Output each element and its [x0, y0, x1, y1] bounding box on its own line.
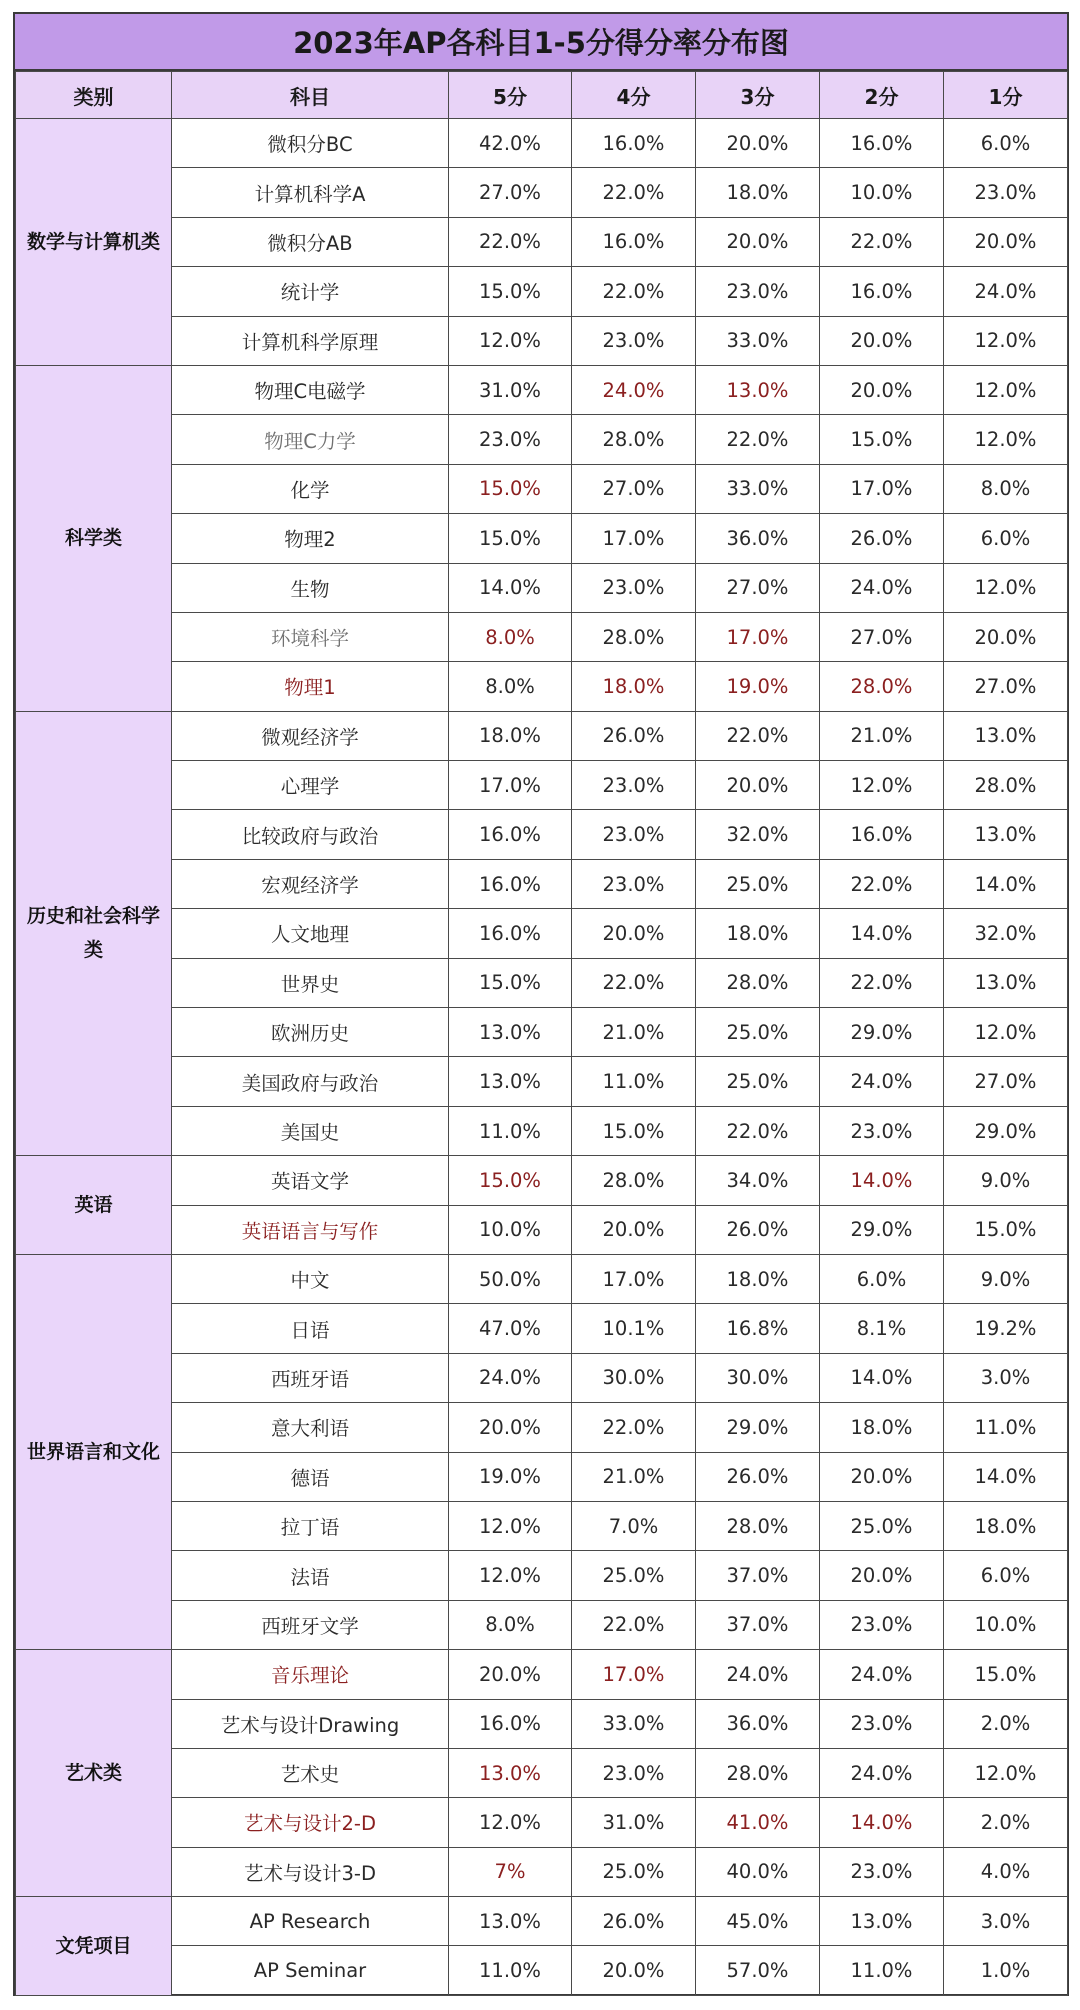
score-4-cell: 22.0% [572, 267, 696, 316]
score-4-cell: 28.0% [572, 612, 696, 661]
score-5-cell: 8.0% [449, 612, 572, 661]
score-1-cell: 29.0% [944, 1106, 1068, 1155]
score-1-cell: 12.0% [944, 1748, 1068, 1797]
score-3-cell: 18.0% [696, 168, 820, 217]
category-cell: 英语 [16, 1156, 172, 1255]
score-2-cell: 20.0% [820, 1551, 944, 1600]
score-2-cell: 23.0% [820, 1600, 944, 1649]
score-4-cell: 23.0% [572, 859, 696, 908]
subject-cell: 中文 [172, 1254, 449, 1303]
table-row [16, 316, 1068, 365]
subject-cell: 美国史 [172, 1106, 449, 1155]
table-row [16, 1600, 1068, 1649]
score-2-cell: 23.0% [820, 1699, 944, 1748]
score-5-cell: 15.0% [449, 514, 572, 563]
subject-cell: 美国政府与政治 [172, 1057, 449, 1106]
score-5-cell: 13.0% [449, 1897, 572, 1946]
score-3-cell: 16.8% [696, 1304, 820, 1353]
score-table-sheet [13, 12, 1069, 1996]
score-5-cell: 13.0% [449, 1748, 572, 1797]
score-4-cell: 33.0% [572, 1699, 696, 1748]
subject-cell: AP Seminar [172, 1946, 449, 1995]
score-3-cell: 32.0% [696, 810, 820, 859]
subject-cell: 物理1 [172, 662, 449, 711]
score-5-cell: 47.0% [449, 1304, 572, 1353]
subject-cell: 西班牙语 [172, 1353, 449, 1402]
score-3-cell: 22.0% [696, 1106, 820, 1155]
score-3-cell: 28.0% [696, 958, 820, 1007]
score-4-cell: 22.0% [572, 958, 696, 1007]
table-row [16, 1699, 1068, 1748]
score-2-cell: 27.0% [820, 612, 944, 661]
score-4-cell: 21.0% [572, 1008, 696, 1057]
score-1-cell: 13.0% [944, 810, 1068, 859]
table-row [16, 1106, 1068, 1155]
subject-cell: 微观经济学 [172, 711, 449, 760]
table-row [16, 761, 1068, 810]
score-5-cell: 24.0% [449, 1353, 572, 1402]
subject-cell: 心理学 [172, 761, 449, 810]
subject-cell: 欧洲历史 [172, 1008, 449, 1057]
table-row [16, 365, 1068, 414]
header-score-1: 1分 [944, 72, 1068, 119]
header-subject: 科目 [172, 72, 449, 119]
score-2-cell: 18.0% [820, 1403, 944, 1452]
score-5-cell: 16.0% [449, 810, 572, 859]
table-row [16, 662, 1068, 711]
table-row [16, 1008, 1068, 1057]
score-3-cell: 29.0% [696, 1403, 820, 1452]
score-1-cell: 6.0% [944, 514, 1068, 563]
score-4-cell: 22.0% [572, 1403, 696, 1452]
subject-cell: 艺术史 [172, 1748, 449, 1797]
subject-cell: 音乐理论 [172, 1650, 449, 1699]
score-5-cell: 16.0% [449, 859, 572, 908]
score-4-cell: 25.0% [572, 1847, 696, 1896]
score-1-cell: 27.0% [944, 662, 1068, 711]
score-2-cell: 24.0% [820, 563, 944, 612]
score-4-cell: 27.0% [572, 464, 696, 513]
score-5-cell: 42.0% [449, 119, 572, 168]
score-3-cell: 34.0% [696, 1156, 820, 1205]
score-5-cell: 8.0% [449, 1600, 572, 1649]
table-row [16, 1353, 1068, 1402]
table-row [16, 1501, 1068, 1550]
score-1-cell: 3.0% [944, 1353, 1068, 1402]
score-2-cell: 12.0% [820, 761, 944, 810]
header-score-2: 2分 [820, 72, 944, 119]
score-2-cell: 20.0% [820, 365, 944, 414]
score-2-cell: 16.0% [820, 267, 944, 316]
subject-cell: 统计学 [172, 267, 449, 316]
table-row [16, 1748, 1068, 1797]
subject-cell: 拉丁语 [172, 1501, 449, 1550]
subject-cell: 德语 [172, 1452, 449, 1501]
score-5-cell: 14.0% [449, 563, 572, 612]
score-3-cell: 20.0% [696, 761, 820, 810]
score-2-cell: 22.0% [820, 859, 944, 908]
category-cell: 世界语言和文化 [16, 1254, 172, 1649]
score-1-cell: 27.0% [944, 1057, 1068, 1106]
subject-cell: 英语语言与写作 [172, 1205, 449, 1254]
score-4-cell: 23.0% [572, 563, 696, 612]
subject-cell: 计算机科学原理 [172, 316, 449, 365]
score-1-cell: 14.0% [944, 859, 1068, 908]
score-3-cell: 57.0% [696, 1946, 820, 1995]
score-2-cell: 28.0% [820, 662, 944, 711]
score-5-cell: 13.0% [449, 1008, 572, 1057]
score-1-cell: 6.0% [944, 1551, 1068, 1600]
table-row [16, 1057, 1068, 1106]
score-1-cell: 8.0% [944, 464, 1068, 513]
score-5-cell: 20.0% [449, 1650, 572, 1699]
score-5-cell: 18.0% [449, 711, 572, 760]
subject-cell: 微积分BC [172, 119, 449, 168]
score-2-cell: 25.0% [820, 1501, 944, 1550]
score-3-cell: 18.0% [696, 1254, 820, 1303]
header-score-5: 5分 [449, 72, 572, 119]
score-1-cell: 10.0% [944, 1600, 1068, 1649]
score-2-cell: 10.0% [820, 168, 944, 217]
score-1-cell: 1.0% [944, 1946, 1068, 1995]
score-3-cell: 20.0% [696, 217, 820, 266]
score-4-cell: 7.0% [572, 1501, 696, 1550]
subject-cell: 比较政府与政治 [172, 810, 449, 859]
score-3-cell: 20.0% [696, 119, 820, 168]
score-1-cell: 9.0% [944, 1254, 1068, 1303]
score-4-cell: 20.0% [572, 1205, 696, 1254]
score-3-cell: 17.0% [696, 612, 820, 661]
score-5-cell: 50.0% [449, 1254, 572, 1303]
score-1-cell: 23.0% [944, 168, 1068, 217]
table-row [16, 168, 1068, 217]
score-2-cell: 21.0% [820, 711, 944, 760]
score-3-cell: 24.0% [696, 1650, 820, 1699]
score-3-cell: 23.0% [696, 267, 820, 316]
score-4-cell: 18.0% [572, 662, 696, 711]
subject-cell: 物理C电磁学 [172, 365, 449, 414]
score-3-cell: 18.0% [696, 909, 820, 958]
score-2-cell: 16.0% [820, 119, 944, 168]
table-row [16, 1254, 1068, 1303]
score-5-cell: 17.0% [449, 761, 572, 810]
header-score-4: 4分 [572, 72, 696, 119]
score-5-cell: 23.0% [449, 415, 572, 464]
score-4-cell: 31.0% [572, 1798, 696, 1847]
score-4-cell: 28.0% [572, 415, 696, 464]
subject-cell: AP Research [172, 1897, 449, 1946]
score-5-cell: 15.0% [449, 267, 572, 316]
score-3-cell: 37.0% [696, 1551, 820, 1600]
score-3-cell: 40.0% [696, 1847, 820, 1896]
score-3-cell: 26.0% [696, 1452, 820, 1501]
table-row [16, 1946, 1068, 1995]
table-row [16, 563, 1068, 612]
score-2-cell: 6.0% [820, 1254, 944, 1303]
score-3-cell: 30.0% [696, 1353, 820, 1402]
subject-cell: 艺术与设计2-D [172, 1798, 449, 1847]
score-2-cell: 11.0% [820, 1946, 944, 1995]
table-body [16, 119, 1068, 1996]
score-2-cell: 13.0% [820, 1897, 944, 1946]
score-1-cell: 2.0% [944, 1798, 1068, 1847]
score-5-cell: 12.0% [449, 1501, 572, 1550]
score-3-cell: 36.0% [696, 1699, 820, 1748]
score-2-cell: 23.0% [820, 1847, 944, 1896]
subject-cell: 环境科学 [172, 612, 449, 661]
table-row [16, 810, 1068, 859]
score-1-cell: 28.0% [944, 761, 1068, 810]
score-4-cell: 25.0% [572, 1551, 696, 1600]
score-4-cell: 17.0% [572, 514, 696, 563]
score-4-cell: 23.0% [572, 1748, 696, 1797]
subject-cell: 日语 [172, 1304, 449, 1353]
score-2-cell: 20.0% [820, 1452, 944, 1501]
score-4-cell: 28.0% [572, 1156, 696, 1205]
score-2-cell: 20.0% [820, 316, 944, 365]
score-2-cell: 24.0% [820, 1650, 944, 1699]
score-3-cell: 27.0% [696, 563, 820, 612]
score-5-cell: 16.0% [449, 1699, 572, 1748]
score-1-cell: 12.0% [944, 415, 1068, 464]
score-3-cell: 33.0% [696, 316, 820, 365]
score-2-cell: 15.0% [820, 415, 944, 464]
score-3-cell: 13.0% [696, 365, 820, 414]
score-1-cell: 18.0% [944, 1501, 1068, 1550]
table-row [16, 1403, 1068, 1452]
table-row [16, 415, 1068, 464]
score-4-cell: 26.0% [572, 711, 696, 760]
score-1-cell: 19.2% [944, 1304, 1068, 1353]
subject-cell: 艺术与设计3-D [172, 1847, 449, 1896]
score-4-cell: 16.0% [572, 119, 696, 168]
table-row [16, 1205, 1068, 1254]
score-5-cell: 20.0% [449, 1403, 572, 1452]
score-3-cell: 22.0% [696, 711, 820, 760]
subject-cell: 化学 [172, 464, 449, 513]
category-cell: 历史和社会科学类 [16, 711, 172, 1156]
score-5-cell: 13.0% [449, 1057, 572, 1106]
score-4-cell: 16.0% [572, 217, 696, 266]
header-category: 类别 [16, 72, 172, 119]
score-1-cell: 20.0% [944, 612, 1068, 661]
score-2-cell: 26.0% [820, 514, 944, 563]
score-5-cell: 7% [449, 1847, 572, 1896]
score-1-cell: 13.0% [944, 958, 1068, 1007]
table-row [16, 1847, 1068, 1896]
subject-cell: 艺术与设计Drawing [172, 1699, 449, 1748]
category-cell: 数学与计算机类 [16, 119, 172, 366]
score-5-cell: 11.0% [449, 1946, 572, 1995]
score-3-cell: 22.0% [696, 415, 820, 464]
score-1-cell: 15.0% [944, 1650, 1068, 1699]
score-3-cell: 28.0% [696, 1748, 820, 1797]
score-1-cell: 2.0% [944, 1699, 1068, 1748]
table-row [16, 859, 1068, 908]
score-4-cell: 30.0% [572, 1353, 696, 1402]
score-2-cell: 17.0% [820, 464, 944, 513]
score-4-cell: 20.0% [572, 909, 696, 958]
score-1-cell: 12.0% [944, 365, 1068, 414]
score-2-cell: 14.0% [820, 1156, 944, 1205]
subject-cell: 物理2 [172, 514, 449, 563]
table-row [16, 1156, 1068, 1205]
score-2-cell: 22.0% [820, 958, 944, 1007]
category-cell: 艺术类 [16, 1650, 172, 1897]
subject-cell: 物理C力学 [172, 415, 449, 464]
subject-cell: 微积分AB [172, 217, 449, 266]
score-4-cell: 15.0% [572, 1106, 696, 1155]
category-cell: 科学类 [16, 365, 172, 711]
category-cell: 文凭项目 [16, 1897, 172, 1996]
subject-cell: 生物 [172, 563, 449, 612]
table-row [16, 711, 1068, 760]
score-1-cell: 9.0% [944, 1156, 1068, 1205]
score-2-cell: 24.0% [820, 1057, 944, 1106]
subject-cell: 西班牙文学 [172, 1600, 449, 1649]
score-5-cell: 8.0% [449, 662, 572, 711]
score-3-cell: 37.0% [696, 1600, 820, 1649]
table-row [16, 267, 1068, 316]
table-row [16, 958, 1068, 1007]
score-4-cell: 10.1% [572, 1304, 696, 1353]
score-1-cell: 20.0% [944, 217, 1068, 266]
score-2-cell: 14.0% [820, 909, 944, 958]
score-1-cell: 11.0% [944, 1403, 1068, 1452]
table-row [16, 1551, 1068, 1600]
score-5-cell: 19.0% [449, 1452, 572, 1501]
score-4-cell: 23.0% [572, 761, 696, 810]
score-2-cell: 29.0% [820, 1205, 944, 1254]
score-5-cell: 10.0% [449, 1205, 572, 1254]
score-2-cell: 14.0% [820, 1353, 944, 1402]
score-5-cell: 12.0% [449, 316, 572, 365]
table-row [16, 1304, 1068, 1353]
score-5-cell: 11.0% [449, 1106, 572, 1155]
table-row [16, 612, 1068, 661]
score-1-cell: 12.0% [944, 316, 1068, 365]
score-1-cell: 4.0% [944, 1847, 1068, 1896]
score-4-cell: 11.0% [572, 1057, 696, 1106]
table-row [16, 119, 1068, 168]
score-4-cell: 21.0% [572, 1452, 696, 1501]
score-5-cell: 27.0% [449, 168, 572, 217]
score-3-cell: 25.0% [696, 1008, 820, 1057]
score-1-cell: 14.0% [944, 1452, 1068, 1501]
score-4-cell: 20.0% [572, 1946, 696, 1995]
score-1-cell: 3.0% [944, 1897, 1068, 1946]
score-1-cell: 12.0% [944, 1008, 1068, 1057]
score-4-cell: 22.0% [572, 168, 696, 217]
table-row [16, 1798, 1068, 1847]
table-row [16, 1897, 1068, 1946]
table-row [16, 217, 1068, 266]
score-3-cell: 26.0% [696, 1205, 820, 1254]
score-2-cell: 23.0% [820, 1106, 944, 1155]
score-4-cell: 24.0% [572, 365, 696, 414]
score-5-cell: 16.0% [449, 909, 572, 958]
score-2-cell: 14.0% [820, 1798, 944, 1847]
table-row [16, 514, 1068, 563]
table-row [16, 1452, 1068, 1501]
score-1-cell: 12.0% [944, 563, 1068, 612]
score-5-cell: 15.0% [449, 958, 572, 1007]
subject-cell: 宏观经济学 [172, 859, 449, 908]
score-3-cell: 36.0% [696, 514, 820, 563]
score-3-cell: 19.0% [696, 662, 820, 711]
subject-cell: 意大利语 [172, 1403, 449, 1452]
score-1-cell: 15.0% [944, 1205, 1068, 1254]
score-5-cell: 22.0% [449, 217, 572, 266]
score-1-cell: 24.0% [944, 267, 1068, 316]
header-score-3: 3分 [696, 72, 820, 119]
subject-cell: 人文地理 [172, 909, 449, 958]
score-4-cell: 22.0% [572, 1600, 696, 1649]
subject-cell: 计算机科学A [172, 168, 449, 217]
score-5-cell: 15.0% [449, 1156, 572, 1205]
score-3-cell: 25.0% [696, 859, 820, 908]
score-3-cell: 25.0% [696, 1057, 820, 1106]
subject-cell: 世界史 [172, 958, 449, 1007]
score-2-cell: 8.1% [820, 1304, 944, 1353]
score-3-cell: 28.0% [696, 1501, 820, 1550]
score-3-cell: 33.0% [696, 464, 820, 513]
table-row [16, 1650, 1068, 1699]
score-1-cell: 13.0% [944, 711, 1068, 760]
score-2-cell: 24.0% [820, 1748, 944, 1797]
score-3-cell: 41.0% [696, 1798, 820, 1847]
table-row [16, 464, 1068, 513]
score-2-cell: 29.0% [820, 1008, 944, 1057]
header-row [16, 72, 1068, 119]
table-row [16, 909, 1068, 958]
score-5-cell: 12.0% [449, 1551, 572, 1600]
score-table [15, 71, 1068, 1996]
score-4-cell: 17.0% [572, 1254, 696, 1303]
score-5-cell: 31.0% [449, 365, 572, 414]
score-4-cell: 23.0% [572, 316, 696, 365]
score-1-cell: 32.0% [944, 909, 1068, 958]
score-4-cell: 23.0% [572, 810, 696, 859]
table-title: 2023年AP各科目1-5分得分率分布图 [15, 14, 1067, 71]
score-5-cell: 15.0% [449, 464, 572, 513]
score-1-cell: 6.0% [944, 119, 1068, 168]
score-4-cell: 26.0% [572, 1897, 696, 1946]
score-5-cell: 12.0% [449, 1798, 572, 1847]
score-2-cell: 16.0% [820, 810, 944, 859]
score-3-cell: 45.0% [696, 1897, 820, 1946]
subject-cell: 英语文学 [172, 1156, 449, 1205]
score-2-cell: 22.0% [820, 217, 944, 266]
score-4-cell: 17.0% [572, 1650, 696, 1699]
subject-cell: 法语 [172, 1551, 449, 1600]
